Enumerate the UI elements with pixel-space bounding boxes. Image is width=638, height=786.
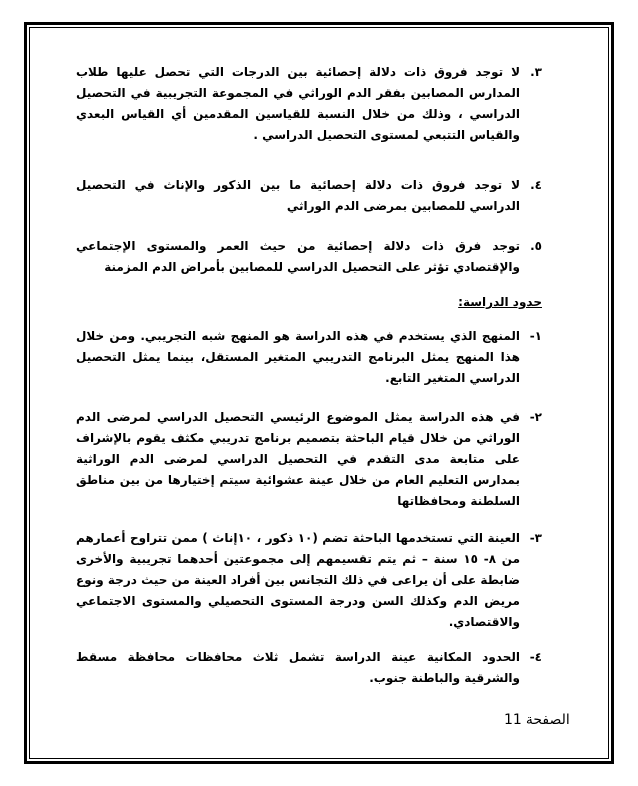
hypothesis-text: توجد فرق ذات دلالة إحصائية من حيث العمر والمستوى الإجتماعي والإقتصادي تؤثر على التحصيل الدراسي للمصابين بأمراض الدم المزمنة: [76, 239, 520, 274]
limit-number: ٢-: [529, 410, 542, 424]
limit-4: [76, 647, 542, 689]
limit-number: ٣-: [529, 531, 542, 545]
hypothesis-4: [76, 175, 542, 217]
hypothesis-number: ٤.: [530, 178, 542, 192]
hypothesis-text: لا توجد فروق ذات دلالة إحصائية بين الدرجات التي تحصل عليها طلاب المدارس المصابين بفقر الدم الوراثي في المجموعة التجريبية في التحصيل الدراسي ، وذلك من خلال النسبة للقياسين المقدمين أي القياس البعدي والقياس التتبعي لمستوى التحصيل الدراسي .: [76, 65, 520, 142]
page-number: 11: [504, 712, 522, 728]
hypothesis-text: لا توجد فروق ذات دلالة إحصائية ما بين الذكور والإناث في التحصيل الدراسي للمصابين بمرضى الدم الوراثي: [76, 178, 520, 213]
limit-3: [76, 528, 542, 633]
limit-number: ١-: [529, 329, 542, 343]
limit-number: ٤-: [529, 650, 542, 664]
page-footer: [500, 712, 570, 728]
limit-text: العينة التي تستخدمها الباحثة تضم (١٠ ذكور ، ١٠إناث ) ممن تتراوح أعمارهم من ٨- ١٥ سنة – ثم يتم تقسيمهم إلى مجموعتين أحدهما تجريبية والأخرى ضابطة على أن يراعى في ذلك التجانس بين أفراد العينة من حيث درجة ونوع مريض الدم وكذلك السن ودرجة المستوى التحصيلي والمستوى الاجتماعي والاقتصادي.: [76, 531, 520, 629]
limit-2: [76, 407, 542, 512]
hypothesis-5: [76, 236, 542, 278]
hypothesis-number: ٥.: [530, 239, 542, 253]
limit-text: الحدود المكانية عينة الدراسة تشمل ثلاث محافظات محافظة مسقط والشرقية والباطنة جنوب.: [76, 650, 520, 685]
limit-text: المنهج الذي يستخدم في هذه الدراسة هو المنهج شبه التجريبي. ومن خلال هذا المنهج يمثل البرنامج التدريبي المتغير المستقل، بينما يمثل التحصيل الدراسي المتغير التابع.: [76, 329, 520, 385]
limit-text: في هذه الدراسة يمثل الموضوع الرئيسي التحصيل الدراسي لمرضى الدم الوراثي من خلال قيام الباحثة بتصميم برنامج تدريبي مكثف يقوم بالإشراف على متابعة مدى التقدم في التحصيل الدراسي لمرضى الدم الوراثية بمدارس التعليم العام من خلال عينة عشوائية سيتم إختيارها من بين مناطق السلطنة ومحافظاتها: [76, 410, 520, 508]
hypothesis-number: ٣.: [530, 65, 542, 79]
page-label: الصفحة: [525, 712, 570, 728]
hypothesis-3: [76, 62, 542, 146]
limit-1: [76, 326, 542, 389]
section-heading-study-limits: حدود الدراسة:: [458, 295, 542, 309]
